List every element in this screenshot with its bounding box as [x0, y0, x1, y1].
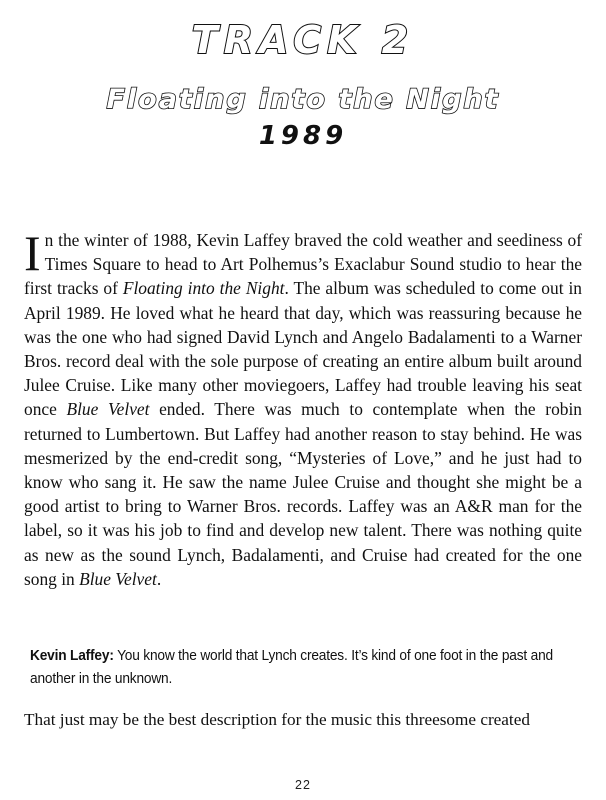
film-title: Blue Velvet	[79, 568, 157, 589]
album-title: Floating into the Night	[122, 278, 285, 299]
interview-quote	[30, 645, 580, 691]
paragraph-text: . The album was scheduled to come out in April 1989. He loved what he heard that day, which was reassuring because he was the one who had signed David Lynch and Angelo Badalamenti to a Warner Bros. record deal with the sole purpose of creating an entire album built around Julee Cruise. Like many other moviegoers, Laffey had trouble leaving his seat once	[24, 278, 582, 420]
drop-cap: I	[24, 225, 41, 281]
page-number: 22	[295, 778, 311, 792]
chapter-label: TRACK 2	[191, 18, 415, 62]
body-paragraph: That just may be the best description for the music this threesome created	[24, 710, 530, 729]
quote-text: You know the world that Lynch creates. It’s kind of one foot in the past and another in the unknown.	[30, 648, 553, 687]
paragraph-text: ended. There was much to contemplate when the robin returned to Lumbertown. But Laffey had another reason to stay behind. He was mesmerized by the end-credit song, “Mysteries of Love,” and he just had to know who sang it. He saw the name Julee Cruise and thought she might be a good artist to bring to Warner Bros. records. Laffey was an A&R man for the label, so it was his job to find and develop new talent. There was nothing quite as new as the sound Lynch, Badalamenti, and Cruise had created for the one song in	[24, 399, 582, 589]
film-title: Blue Velvet	[66, 399, 150, 420]
paragraph-text: n the winter of 1988, Kevin Laffey braved the cold weather and seediness of Times Square to head to Art Polhemus’s Exaclabur Sound studio to hear the first tracks of	[24, 230, 582, 299]
body-paragraph	[24, 225, 582, 591]
chapter-title: Floating into the Night	[106, 84, 500, 115]
quote-speaker: Kevin Laffey:	[30, 648, 114, 664]
paragraph-text: .	[156, 568, 162, 589]
chapter-year: 1989	[258, 121, 348, 151]
